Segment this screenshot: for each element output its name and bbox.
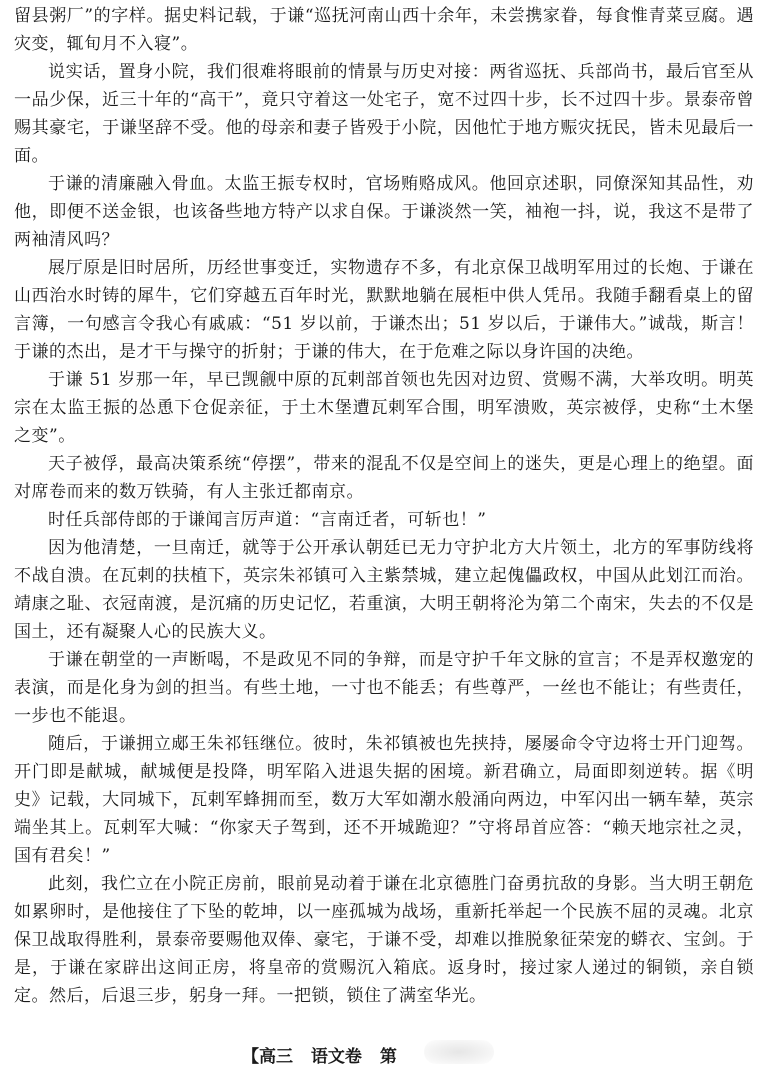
footer-grade: 【高三 xyxy=(242,1047,293,1067)
page-footer xyxy=(242,1042,409,1067)
paragraph-7: 时任兵部侍郎的于谦闻言厉声道：“言南迁者，可斩也！” xyxy=(48,510,487,530)
blurred-page-number xyxy=(424,1040,494,1064)
paragraph-11: 此刻，我伫立在小院正房前，眼前晃动着于谦在北京德胜门奋勇抗敌的身影。当大明王朝危如累卵时，是他接住了下坠的乾坤，以一座孤城为战场，重新托举起一个民族不屈的灵魂。北京保卫战取得胜利，景泰帝要赐他双俸、豪宅，于谦不受，却难以推脱象征荣宠的蟒衣、宝剑。于是，于谦在家辟出这间正房，将皇帝的赏赐沉入箱底。返身时，接过家人递过的铜锁，亲自锁定。然后，后退三步，躬身一拜。一把锁，锁住了满室华光。 xyxy=(14,874,754,1006)
footer-page-prefix: 第 xyxy=(379,1047,397,1067)
paragraph-3: 于谦的清廉融入骨血。太监王振专权时，官场贿赂成风。他回京述职，同僚深知其品性，劝他，即便不送金银，也该备些地方特产以求自保。于谦淡然一笑，袖袍一抖，说，我这不是带了两袖清风吗？ xyxy=(14,174,754,250)
paragraph-4: 展厅原是旧时居所，历经世事变迁，实物遗存不多，有北京保卫战明军用过的长炮、于谦在山西治水时铸的犀牛，它们穿越五百年时光，默默地躺在展柜中供人凭吊。我随手翻看桌上的留言簿，一句感言令我心有戚戚：“51 岁以前，于谦杰出；51 岁以后，于谦伟大。”诚哉，斯言！于谦的杰出，是才干与操守的折射；于谦的伟大，在于危难之际以身许国的决绝。 xyxy=(14,258,754,362)
paragraph-9: 于谦在朝堂的一声断喝，不是政见不同的争辩，而是守护千年文脉的宣言；不是弄权邀宠的表演，而是化身为剑的担当。有些土地，一寸也不能丢；有些尊严，一丝也不能让；有些责任，一步也不能退。 xyxy=(14,650,754,726)
paragraph-2: 说实话，置身小院，我们很难将眼前的情景与历史对接：两省巡抚、兵部尚书，最后官至从一品少保，近三十年的“高干”，竟只守着这一处宅子，宽不过四十步，长不过四十步。景泰帝曾赐其豪宅，于谦坚辞不受。他的母亲和妻子皆殁于小院，因他忙于地方赈灾抚民，皆未见最后一面。 xyxy=(14,62,754,166)
paragraph-8: 因为他清楚，一旦南迁，就等于公开承认朝廷已无力守护北方大片领土，北方的军事防线将不战自溃。在瓦剌的扶植下，英宗朱祁镇可入主紫禁城，建立起傀儡政权，中国从此划江而治。靖康之耻、衣冠南渡，是沉痛的历史记忆，若重演，大明王朝将沦为第二个南宋，失去的不仅是国土，还有凝聚人心的民族大义。 xyxy=(14,538,754,642)
paragraph-5: 于谦 51 岁那一年，早已觊觎中原的瓦剌部首领也先因对边贸、赏赐不满，大举攻明。明英宗在太监王振的怂恿下仓促亲征，于土木堡遭瓦剌军合围，明军溃败，英宗被俘，史称“土木堡之变”。 xyxy=(14,370,754,446)
paragraph-1: 留县粥厂”的字样。据史料记载，于谦“巡抚河南山西十余年，未尝携家眷，每食惟青菜豆腐。遇灾变，辄旬月不入寝”。 xyxy=(14,6,754,54)
footer-subject: 语文卷 xyxy=(310,1047,362,1067)
paragraph-6: 天子被俘，最高决策系统“停摆”，带来的混乱不仅是空间上的迷失，更是心理上的绝望。面对席卷而来的数万铁骑，有人主张迁都南京。 xyxy=(14,454,754,502)
article-body xyxy=(14,2,754,1010)
paragraph-10: 随后，于谦拥立郕王朱祁钰继位。彼时，朱祁镇被也先挟持，屡屡命令守边将士开门迎驾。开门即是献城，献城便是投降，明军陷入进退失据的困境。新君确立，局面即刻逆转。据《明史》记载，大同城下，瓦剌军蜂拥而至，数万大军如潮水般涌向两边，中军闪出一辆车辇，英宗端坐其上。瓦剌军大喊：“你家天子驾到，还不开城跪迎？”守将昂首应答：“赖天地宗社之灵，国有君矣！” xyxy=(14,734,754,866)
